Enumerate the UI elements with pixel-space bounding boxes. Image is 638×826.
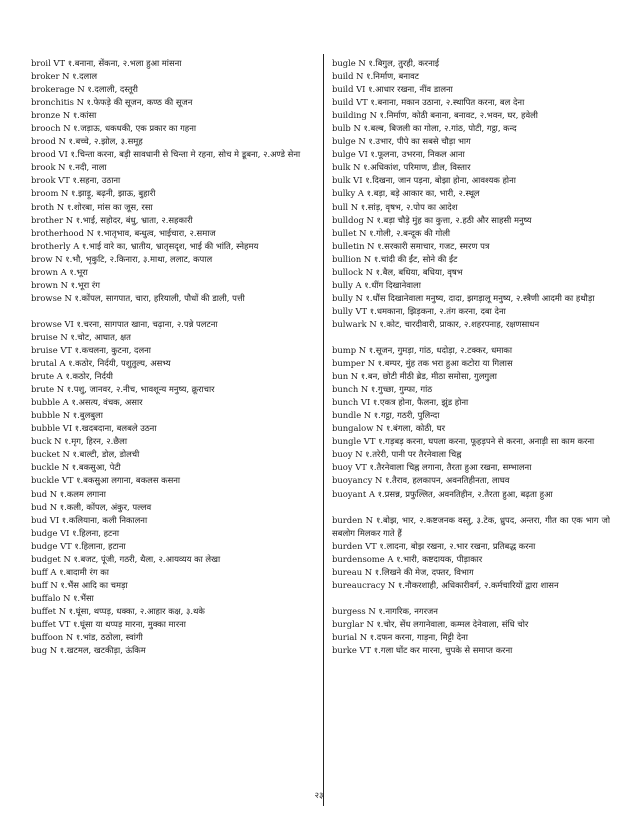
dictionary-entry: brood N १.बच्चे, २.झोल, ३.समूह bbox=[31, 136, 143, 147]
dictionary-entry: brown A १.भूरा bbox=[31, 266, 88, 277]
dictionary-entry: build VT १.बनाना, मकान उठाना, २.स्थापित करना, बल देना bbox=[332, 97, 525, 108]
page-number: २३ bbox=[314, 790, 324, 800]
dictionary-entry: buoy VT १.तैरनेवाला चिह्न लगाना, तैरता हुआ रखना, सम्भालना bbox=[332, 462, 532, 473]
dictionary-entry: brotherly A १.भाई वारे का, भ्रातीय, भ्रातृसदृश, भाई की भांति, स्नेहमय bbox=[31, 240, 259, 251]
dictionary-entry: bulge VI १.फूलना, उभरना, निकल आना bbox=[332, 149, 465, 160]
dictionary-entry: bully VT १.धमकाना, झिड़कना, २.तंग करना, दबा देना bbox=[332, 305, 506, 316]
dictionary-entry: bump N १.सूजन, गुमड़ा, गांठ, धदोड़ा, २.टक्कर, धमाका bbox=[332, 344, 512, 355]
dictionary-entry: brother N १.भाई, सहोदर, बंधु, भ्राता, २.सहकारी bbox=[31, 214, 193, 225]
dictionary-entry: budge VT १.हिलाना, हटाना bbox=[31, 540, 126, 551]
dictionary-entry: buffet N १.घूंसा, थप्पड़, धक्का, २.आहार कक्ष, ३.थके bbox=[31, 605, 205, 616]
dictionary-entry: bronze N १.कांसा bbox=[31, 110, 97, 121]
dictionary-entry: burden N १.बोझ, भार, २.कष्टजनक वस्तु, ३.टेक, ध्रुपद, अन्तरा, गीत का एक भाग जो सबलोग मिलकर गाते हैं bbox=[332, 514, 610, 538]
dictionary-entry: burial N १.दफन करना, गाड़ना, मिट्टी देना bbox=[332, 631, 468, 642]
dictionary-entry: buoyancy N १.तैराव, हलकापन, अवनतिहीनता, लाघव bbox=[332, 475, 510, 486]
dictionary-entry: bucket N १.बाल्टी, डोल, डोलची bbox=[31, 449, 140, 460]
dictionary-entry: bronchitis N १.फेफड़े की सूजन, कण्ठ की सूजन bbox=[31, 97, 193, 108]
dictionary-entry: bubble VI १.खदबदाना, बलबले उठना bbox=[31, 423, 157, 434]
dictionary-entry: burglar N १.चोर, सेंध लगानेवाला, कम्मल देनेवाला, संधि चोर bbox=[332, 618, 529, 629]
dictionary-entry: budge VI १.हिलना, हटना bbox=[31, 527, 120, 538]
dictionary-entry: bulletin N १.सरकारी समाचार, गजट, स्मरण पत्र bbox=[332, 240, 490, 251]
dictionary-entry: bullion N १.चांदी की ईंट, सोने की ईंट bbox=[332, 253, 458, 264]
dictionary-entry: buffoon N १.भांड, ठठोला, स्वांगी bbox=[31, 632, 143, 643]
dictionary-entry: brown N १.भूरा रंग bbox=[31, 279, 100, 290]
dictionary-entry: bumper N १.बम्पर, मुंह तक भरा हुआ कटोरा या गिलास bbox=[332, 358, 513, 369]
dictionary-entry: brute A १.कठोर, निर्दयी bbox=[31, 371, 113, 382]
dictionary-entry: brutal A १.कठोर, निर्दयी, पशुतुल्य, असभ्य bbox=[31, 358, 171, 369]
dictionary-entry: bunch N १.गुच्छा, गुम्फा, गांठ bbox=[332, 384, 433, 395]
dictionary-entry: bureau N १.लिखने की मेज, दफ्तर, विभाग bbox=[332, 566, 474, 577]
dictionary-entry: brute N १.पशु, जानवर, २.नीच, भावशून्य मनुष्य, क्रूराचार bbox=[31, 384, 215, 395]
dictionary-entry: bulb N १.बल्ब, बिजली का गोला, २.गांठ, पोटी, गट्ठा, कन्द bbox=[332, 123, 517, 134]
dictionary-entry: browse VI १.चरना, सागपात खाना, चढ़ाना, २.पन्ने पलटना bbox=[31, 318, 218, 329]
dictionary-entry: buck N १.मृग, हिरन, २.छैला bbox=[31, 436, 127, 447]
dictionary-entry: brook N १.नदी, नाला bbox=[31, 162, 107, 173]
dictionary-entry: bulwark N १.कोट, चारदीवारी, प्राकार, २.शहरपनाह, रक्षणसाधन bbox=[332, 318, 540, 329]
dictionary-entry: burden VT १.लादना, बोझ रखना, २.भार रखना, प्रतिबद्ध करना bbox=[332, 540, 536, 551]
dictionary-entry: building N १.निर्माण, कोठी बनाना, बनावट, २.भवन, घर, हवेली bbox=[332, 110, 538, 121]
dictionary-entry: bully N १.धौंस दिखानेवाला मनुष्य, दादा, झगड़ालू मनुष्य, २.स्त्रैणी आदमी का हथौड़ा bbox=[332, 292, 595, 303]
dictionary-entry: brotherhood N १.भातृभाव, बन्धुत्व, भाईचारा, २.समाज bbox=[31, 227, 216, 238]
dictionary-entry: bully A १.धींग दिखानेवाला bbox=[332, 279, 421, 290]
dictionary-entry: buffet VT १.घूंसा या थप्पड़ मारना, मुक्का मारना bbox=[31, 618, 186, 629]
dictionary-entry: buffalo N १.भैंसा bbox=[31, 592, 94, 603]
dictionary-entry: bubble A १.असत्य, वंचक, असार bbox=[31, 397, 143, 408]
dictionary-entry: bulldog N १.बड़ा चौड़े मुंह का कुत्ता, २.हठी और साहसी मनुष्य bbox=[332, 214, 532, 225]
dictionary-entry: bulge N १.उभार, पीपे का सबसे चौड़ा भाग bbox=[332, 136, 471, 147]
dictionary-entry: bulk N १.अधिकांश, परिमाण, डील, विस्तार bbox=[332, 162, 471, 173]
dictionary-entry: bungle VT १.गड़बड़ करना, घपला करना, फूहड़पने से करना, अनाड़ी सा काम करना bbox=[332, 436, 595, 447]
dictionary-entry: buoyant A १.प्रसन्न, प्रफुल्लित, अवनतिहीन, २.तैरता हुआ, बढ़ता हुआ bbox=[332, 488, 553, 499]
dictionary-entry: brow N १.भौ, भृकुटि, २.किनारा, ३.माथा, ललाट, कपाल bbox=[31, 253, 213, 264]
dictionary-entry: bun N १.बन, छोटी मीठी ब्रेड, मीठा समोसा, गुलगुला bbox=[332, 371, 497, 382]
dictionary-entry: brood VI १.चिन्ता करना, बड़ी सावधानी से चिन्ता मे रहना, सोच मे डूबना, २.अण्डे सेना bbox=[31, 149, 301, 160]
dictionary-entry: bud VI १.कलियाना, कली निकालना bbox=[31, 514, 148, 525]
dictionary-entry: bud N १.कली, कोंपल, अंकुर, पल्लव bbox=[31, 501, 152, 512]
dictionary-entry: buff N १.भैंस आदि का चमड़ा bbox=[31, 579, 128, 590]
dictionary-entry: bud N १.कलम लगाना bbox=[31, 488, 106, 499]
dictionary-entry: budget N १.बजट, पूंजी, गठरी, थैला, २.आयव्यय का लेखा bbox=[31, 553, 221, 564]
dictionary-entry: broom N १.झाड़ू, बढ़नी, झाऊ, बुहारी bbox=[31, 188, 156, 199]
dictionary-entry: bulky A १.बड़ा, बड़े आकार का, भारी, २.स्थूल bbox=[332, 188, 480, 199]
dictionary-entry: bruise VT १.कचलना, कुटना, दलना bbox=[31, 344, 151, 355]
dictionary-entry: build N १.निर्माण, बनावट bbox=[332, 71, 419, 82]
dictionary-entry: browse N १.कोंपल, सागपात, चारा, हरियाली, पौधों की डाली, पत्ती bbox=[31, 292, 245, 303]
dictionary-entry: bull N १.सांड़, वृषभ, २.पोप का आदेश bbox=[332, 201, 458, 212]
dictionary-entry: broth N १.शोरबा, मांस का जूस, रसा bbox=[31, 201, 153, 212]
dictionary-entry: brokerage N १.दलाली, दस्तूरी bbox=[31, 84, 138, 95]
dictionary-entry: build VI १.आधार रखना, नींव डालना bbox=[332, 84, 453, 95]
left-column bbox=[31, 57, 315, 657]
dictionary-entry: buckle N १.बकसुआ, पेटी bbox=[31, 462, 121, 473]
dictionary-entry: bullock N १.बैल, बधिया, बधिया, वृषभ bbox=[332, 266, 463, 277]
dictionary-entry: burke VT १.गला घोंट कर मारना, चुपके से समाप्त करना bbox=[332, 644, 513, 655]
dictionary-entry: buoy N १.तरेरी, पानी पर तैरनेवाला चिह्न bbox=[332, 449, 462, 460]
dictionary-entry: buckle VT १.बकसुआ लगाना, बकलस कसना bbox=[31, 475, 181, 486]
dictionary-entry: brook VT १.सहना, उठाना bbox=[31, 175, 121, 186]
dictionary-entry: burgess N १.नागरिक, नगरजन bbox=[332, 605, 438, 616]
dictionary-entry: bundle N १.गट्ठा, गठरी, पुलिन्दा bbox=[332, 410, 440, 421]
dictionary-entry: bruise N १.चोट, आघात, क्षत bbox=[31, 331, 131, 342]
right-column bbox=[332, 57, 610, 657]
dictionary-entry: bubble N १.बुलबुला bbox=[31, 410, 103, 421]
dictionary-entry: buff A १.बादामी रंग का bbox=[31, 566, 109, 577]
dictionary-entry: bugle N १.बिगुल, तुरही, करनाई bbox=[332, 58, 440, 68]
dictionary-entry: bunch VI १.एकत्र होना, फैलना, झुंड होना bbox=[332, 397, 469, 408]
column-divider bbox=[323, 54, 324, 806]
dictionary-entry: bureaucracy N १.नौकरशाही, अधिकारीवर्ग, २.कर्मचारियों द्वारा शासन bbox=[332, 579, 559, 590]
dictionary-entry: bulk VI १.दिखना, जान पड़ना, बोझा होना, आवश्यक होना bbox=[332, 175, 516, 186]
dictionary-entry: burdensome A १.भारी, कष्टदायक, पीड़ाकार bbox=[332, 553, 483, 564]
dictionary-entry: broil VT १.बनाना, सेंकना, २.भला हुआ मांसना bbox=[31, 58, 182, 68]
dictionary-entry: bullet N १.गोली, २.बन्दूक की गोली bbox=[332, 227, 451, 238]
dictionary-entry: bungalow N १.बंगला, कोठी, घर bbox=[332, 423, 446, 434]
dictionary-entry: brooch N १.जड़ाऊ, धकधकी, एक प्रकार का गहना bbox=[31, 123, 197, 134]
dictionary-entry: bug N १.खटमल, खटकीड़ा, ऊंकिम bbox=[31, 645, 146, 656]
dictionary-entry: broker N १.दलाल bbox=[31, 71, 98, 82]
